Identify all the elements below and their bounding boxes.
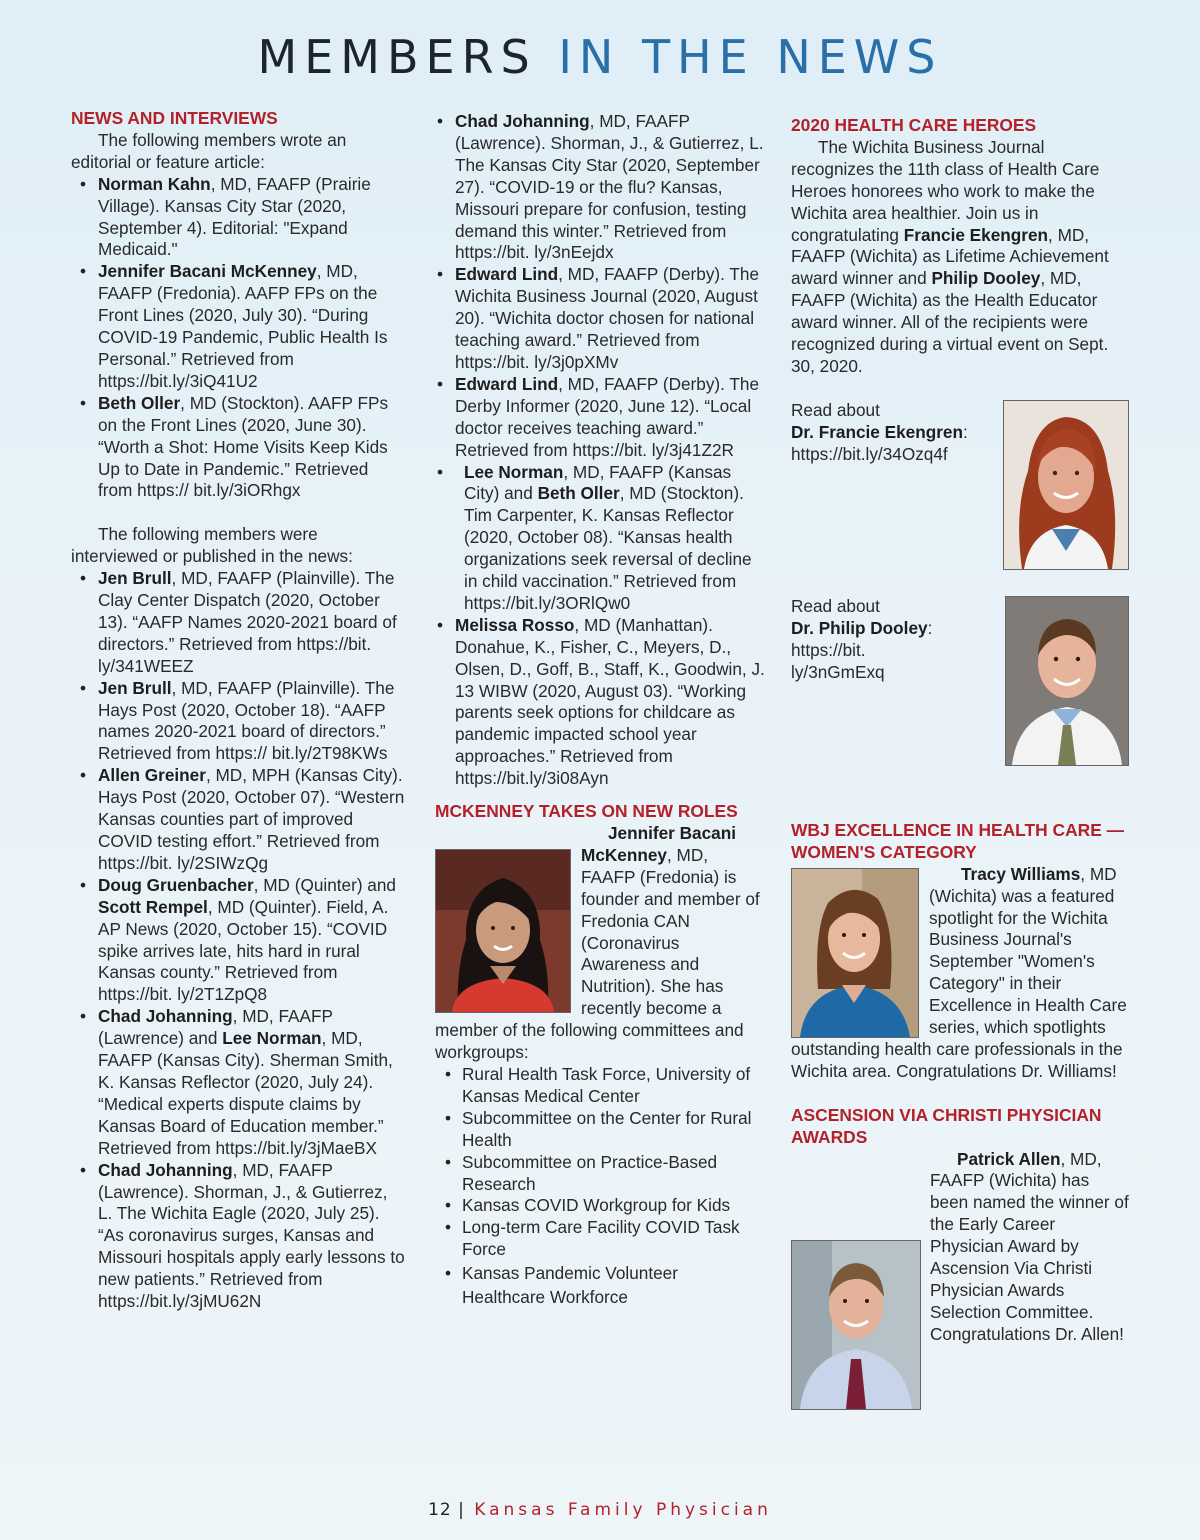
list-item: • Jennifer Bacani McKenney, MD, FAAFP (Fredonia). AAFP FPs on the Front Lines (2020, July 30). “During COVID-19 Pandemic, Public Health Is Personal.” Retrieved from https://bit.ly/3iQ41U2 [71, 261, 406, 392]
page-number: 12 | [428, 1500, 465, 1520]
read-about-label-2: Read about [791, 595, 880, 616]
list-item: • Chad Johanning, MD, FAAFP (Lawrence). Shorman, J., & Gutierrez, L. The Wichita Eagle (2020, July 25). “As coronavirus surges, Kansas and Missouri hospitals apply early lessons to new patients.” Retrieved from https://bit.ly/3jMU62N [71, 1160, 406, 1313]
list-item: • Subcommittee on the Center for Rural Health [435, 1108, 765, 1152]
list-item: • Long-term Care Facility COVID Task Force [435, 1217, 765, 1261]
heroes-paragraph: The Wichita Business Journal recognizes the 11th class of Health Care Heroes honorees who work to make the Wichita area healthier. Join us in congratulating Francie Ekengren, MD, FAAFP (Wichita) as Lifetime Achievement award winner and Philip Dooley, MD, FAAFP (Wichita) as the Health Educator award winner. All of the recipients were recognized during a virtual event on Sept. 30, 2020. [791, 136, 1109, 376]
intro-paragraph-1: The following members wrote an editorial or feature article: [71, 129, 347, 172]
title-in-the-news: IN THE NEWS [558, 30, 943, 84]
interviews-list-continued [435, 111, 765, 790]
ascension-heading: ASCENSION VIA CHRISTI PHYSICIAN AWARDS [791, 1104, 1102, 1147]
list-item: • Chad Johanning, MD, FAAFP (Lawrence). Shorman, J., & Gutierrez, L. The Kansas City Star (2020, September 27). “COVID-19 or the flu? Kansas, Missouri prepare for confusion, testing demand this winter.” Retrieved from https://bit. ly/3nEejdx [435, 111, 765, 264]
column-3 [791, 115, 1129, 1361]
list-item: • Jen Brull, MD, FAAFP (Plainville). The Hays Post (2020, October 18). “AAFP names 2020-2021 board of directors.” Retrieved from https:// bit.ly/2T98KWs [71, 678, 406, 766]
list-item: • Lee Norman, MD, FAAFP (Kansas City) and Beth Oller, MD (Stockton). Tim Carpenter, K. Kansas Reflector (2020, October 08). “Kansas health organizations seek reversal of decline in child vaccination.” Retrieved from https://bit.ly/3ORlQw0 [435, 462, 765, 615]
page-footer [0, 1500, 1200, 1520]
interviews-list [71, 568, 406, 1313]
list-item: • Edward Lind, MD, FAAFP (Derby). The Derby Informer (2020, June 12). “Local doctor receives teaching award.” Retrieved from https://bit. ly/3j41Z2R [435, 374, 765, 462]
read-about-label-1: Read about [791, 399, 880, 420]
list-item: • Chad Johanning, MD, FAAFP (Lawrence) and Lee Norman, MD, FAAFP (Kansas City). Sherman Smith, K. Kansas Reflector (2020, July 24). “Medical experts dispute claims by Kansas Board of Education member.” Retrieved from https://bit.ly/3jMaeBX [71, 1006, 406, 1159]
wbj-excellence-heading: WBJ EXCELLENCE IN HEALTH CARE — WOMEN'S CATEGORY [791, 819, 1125, 862]
ekengren-name: Dr. Francie Ekengren: [791, 421, 968, 442]
allen-text-lead: Patrick Allen, MD, FAAFP (Wichita) has been named the winner of the Early Career Physician Award by Ascension Via Christi Physician Awards Selection Committee. Congratulations Dr. Allen! [930, 1148, 1129, 1344]
mckenney-block [435, 823, 765, 1064]
williams-block [791, 864, 1129, 1083]
title-members: MEMBERS [257, 30, 537, 84]
news-interviews-heading: NEWS AND INTERVIEWS [71, 108, 278, 128]
allen-photo [791, 1240, 921, 1410]
health-care-heroes-heading: 2020 HEALTH CARE HEROES [791, 115, 1037, 135]
mckenney-photo [435, 849, 571, 1013]
list-item: • Doug Gruenbacher, MD (Quinter) and Scott Rempel, MD (Quinter). Field, A. AP News (2020, October 15). “COVID spike arrives late, hits hard in rural Kansas county.” Retrieved from https://bit. ly/2T1ZpQ8 [71, 875, 406, 1006]
allen-text: , MD, FAAFP (Wichita) has been named the winner of the Early Career Physician Award by Ascension Via Christi Physician Awards Selection Committee. Congratulations Dr. Allen! [930, 1148, 1129, 1344]
ekengren-photo [1003, 400, 1129, 570]
williams-text: Tracy Williams, MD (Wichita) was a featured spotlight for the Wichita Business Journal's September "Women's Category" in their Excellence in Health Care series, which spotlights outstanding health care professionals in the Wichita area. Congratulations Dr. Williams! [791, 863, 1127, 1081]
mckenney-text: Jennifer Bacani McKenney, MD, FAAFP (Fredonia) is founder and member of Fredonia CAN (Coronavirus Awareness and Nutrition). She has recently become a member of the following committees and workgroups: [435, 823, 760, 1063]
list-item: • Rural Health Task Force, University of Kansas Medical Center [435, 1064, 765, 1108]
williams-photo [791, 868, 919, 1038]
list-item: • Kansas COVID Workgroup for Kids [435, 1195, 765, 1217]
written-articles-list [71, 174, 406, 503]
dooley-photo [1005, 596, 1129, 766]
column-2 [435, 111, 765, 1309]
mckenney-heading: MCKENNEY TAKES ON NEW ROLES [435, 801, 738, 822]
dooley-link[interactable]: https://bit. ly/3nGmExq [791, 639, 885, 682]
list-item: • Allen Greiner, MD, MPH (Kansas City). Hays Post (2020, October 07). “Western Kansas counties part of improved COVID testing effort.” Retrieved from https://bit. ly/2SIWzQg [71, 765, 406, 875]
column-1 [71, 108, 406, 1313]
list-item: • Subcommittee on Practice-Based Research [435, 1152, 765, 1196]
ekengren-link[interactable]: https://bit.ly/34Ozq4f [791, 443, 948, 464]
page-title [0, 30, 1200, 84]
dooley-block [791, 596, 1129, 768]
list-item: • Kansas Pandemic Volunteer Healthcare Workforce [435, 1261, 765, 1309]
list-item: • Norman Kahn, MD, FAAFP (Prairie Village). Kansas City Star (2020, September 4). Editorial: "Expand Medicaid." [71, 174, 406, 262]
ekengren-block [791, 400, 1129, 572]
list-item: • Edward Lind, MD, FAAFP (Derby). The Wichita Business Journal (2020, August 20). “Wichita doctor chosen for national teaching award.” Retrieved from https://bit. ly/3j0pXMv [435, 264, 765, 374]
list-item: • Jen Brull, MD, FAAFP (Plainville). The Clay Center Dispatch (2020, October 13). “AAFP Names 2020-2021 board of directors.” Retrieved from https://bit. ly/341WEEZ [71, 568, 406, 678]
publication-name: Kansas Family Physician [474, 1500, 772, 1520]
workgroups-list [435, 1064, 765, 1309]
list-item: • Melissa Rosso, MD (Manhattan). Donahue, K., Fisher, C., Meyers, D., Olsen, D., Goff, B., Staff, K., Goodwin, J. 13 WIBW (2020, August 03). “Working parents seek options for childcare as pandemic impacted school year approaches.” Retrieved from https://bit.ly/3i08Ayn [435, 615, 765, 790]
dooley-name: Dr. Philip Dooley: [791, 617, 933, 638]
intro-paragraph-2: The following members were interviewed or published in the news: [71, 524, 353, 567]
list-item: • Beth Oller, MD (Stockton). AAFP FPs on the Front Lines (2020, June 30). “Worth a Shot: Home Visits Keep Kids Up to Date in Pandemic.” Retrieved from https:// bit.ly/3iORhgx [71, 393, 406, 503]
